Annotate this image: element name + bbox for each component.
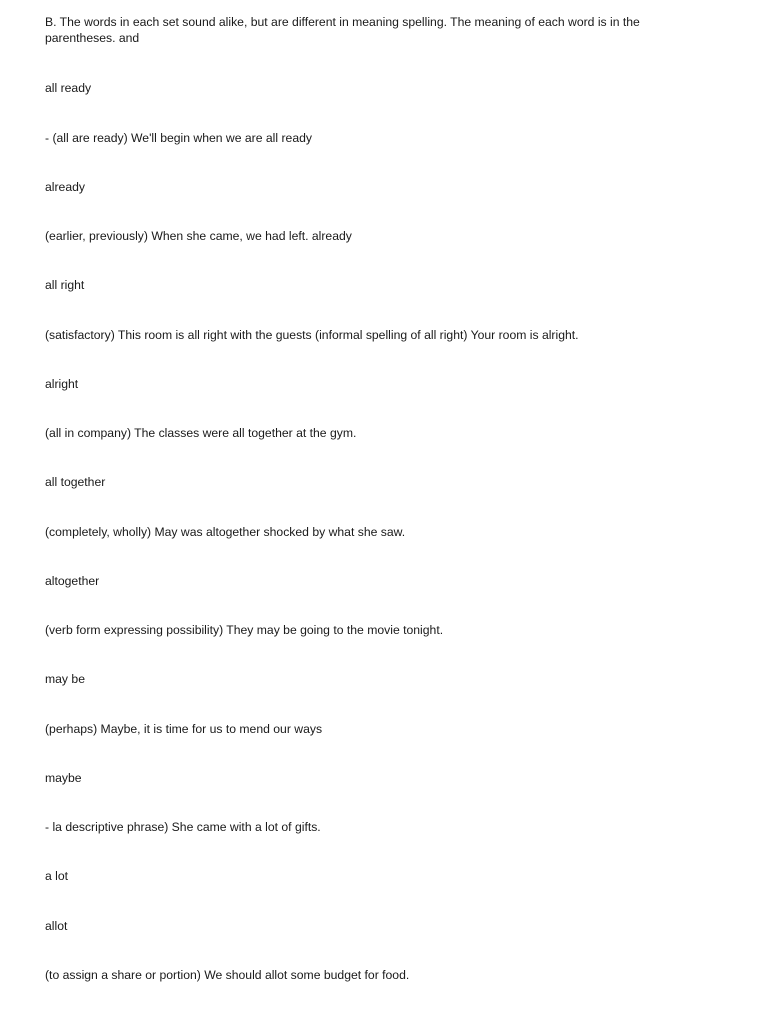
- entry-line: a lot: [45, 869, 69, 883]
- entry-line: all right: [45, 278, 85, 292]
- entry-line: maybe: [45, 771, 82, 785]
- entry-line: all ready: [45, 81, 92, 95]
- entry-line: alright: [45, 377, 79, 391]
- entry-line: altogether: [45, 574, 100, 588]
- entry-line: (to assign a share or portion) We should allot some budget for food.: [45, 968, 410, 982]
- entry-line: all together: [45, 475, 106, 489]
- entry-line: (verb form expressing possibility) They may be going to the movie tonight.: [45, 623, 444, 637]
- entry-line: - (all are ready) We'll begin when we are all ready: [45, 131, 312, 145]
- entry-line: may be: [45, 672, 85, 686]
- entry-line: (earlier, previously) When she came, we had left. already: [45, 229, 352, 243]
- entry-line: (completely, wholly) May was altogether shocked by what she saw.: [45, 525, 406, 539]
- entry-line: already: [45, 180, 85, 194]
- entry-line: - la descriptive phrase) She came with a lot of gifts.: [45, 820, 321, 834]
- entry-line: (satisfactory) This room is all right with the guests (informal spelling of all right) Your room is alright.: [45, 328, 579, 342]
- entry-line: allot: [45, 919, 68, 933]
- intro-paragraph: B. The words in each set sound alike, but are different in meaning spelling. The meaning of each word is in the parentheses. and: [45, 15, 640, 45]
- entry-line: (perhaps) Maybe, it is time for us to mend our ways: [45, 722, 323, 736]
- entry-line: (all in company) The classes were all together at the gym.: [45, 426, 357, 440]
